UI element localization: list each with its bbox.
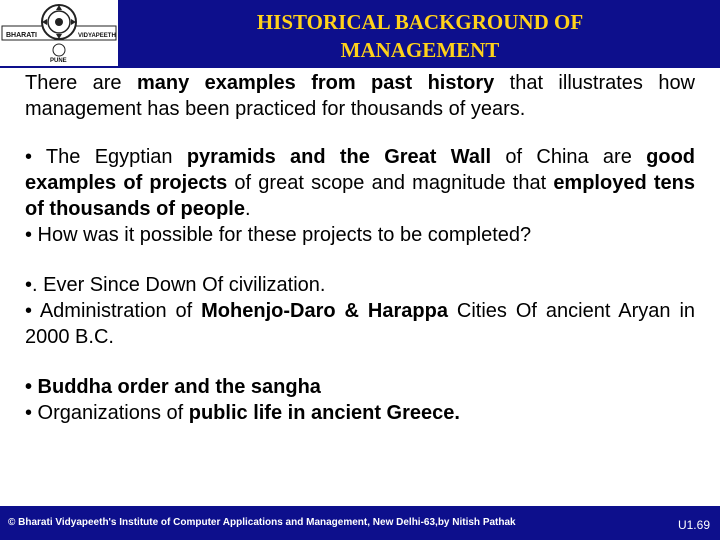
bullet-pyramids: • The Egyptian pyramids and the Great Wall of China are good examples of projects of great scope and magnitude that employed tens of thousands of people. [25, 146, 696, 220]
title-line-2: MANAGEMENT [340, 38, 500, 62]
bullet-civilization: •. Ever Since Down Of civilization. [25, 274, 326, 296]
slide-content [25, 70, 695, 426]
bullet-buddha: • Buddha order and the sangha [25, 376, 321, 398]
svg-text:VIDYAPEETH: VIDYAPEETH [78, 33, 116, 39]
spacer [25, 248, 695, 272]
footer-bar [0, 506, 720, 540]
copyright-note: © Bharati Vidyapeeth's Institute of Computer Applications and Management, New Delhi-63,by Nitish Pathak [8, 517, 516, 528]
bullet-greece: • Organizations of public life in ancient Greece. [25, 402, 460, 424]
bullet-question: • How was it possible for these projects to be completed? [25, 224, 532, 246]
page-title [150, 8, 690, 64]
svg-text:PUNE: PUNE [50, 58, 67, 64]
bullet-mohenjo-daro: • Administration of Mohenjo-Daro & Harappa Cities Of ancient Aryan in 2000 B.C. [25, 300, 696, 348]
bharati-vidyapeeth-logo-icon [0, 0, 118, 66]
svg-text:BHARATI: BHARATI [6, 32, 37, 39]
logo [0, 0, 118, 66]
title-line-1: HISTORICAL BACKGROUND OF [256, 10, 584, 34]
intro-paragraph: There are many examples from past history that illustrates how management has been practiced for thousands of years. [25, 72, 696, 120]
header-bar [0, 0, 720, 68]
spacer [25, 122, 695, 144]
spacer [25, 350, 695, 374]
slide-number: U1.69 [677, 518, 710, 532]
